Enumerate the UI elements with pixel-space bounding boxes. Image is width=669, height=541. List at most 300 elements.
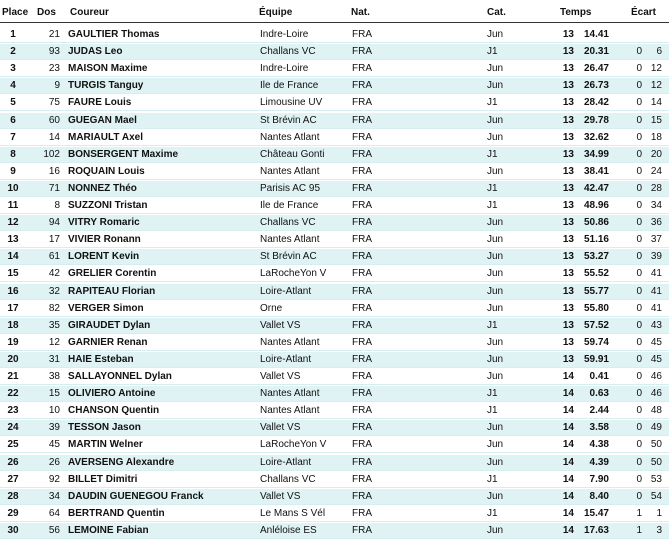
cell-place: 17 — [7, 302, 19, 314]
cell-time-seconds: 26.47 — [583, 63, 609, 75]
cell-nat: FRA — [352, 524, 372, 536]
cell-place: 24 — [7, 422, 19, 434]
cell-team: Château Gonti — [260, 148, 325, 160]
cell-cat: J1 — [487, 46, 498, 58]
cell-time-hours: 13 — [562, 268, 574, 280]
cell-dos: 71 — [48, 182, 60, 194]
cell-cat: Jun — [487, 439, 504, 451]
cell-gap-seconds: 34 — [650, 200, 662, 211]
cell-place: 8 — [10, 148, 16, 160]
cell-cat: Jun — [487, 524, 504, 536]
table-row — [0, 113, 669, 129]
table-row — [0, 352, 669, 368]
header-nat: Nat. — [351, 7, 370, 18]
cell-time-seconds: 14.41 — [583, 29, 609, 40]
cell-place: 5 — [10, 97, 16, 109]
table-row — [0, 318, 669, 334]
cell-dos: 35 — [48, 319, 60, 331]
cell-gap-seconds: 20 — [650, 148, 662, 160]
cell-time-hours: 13 — [562, 217, 574, 229]
cell-gap-minutes: 1 — [636, 507, 642, 519]
cell-dos: 15 — [48, 388, 60, 400]
cell-team: Challans VC — [260, 46, 316, 58]
cell-cat: J1 — [487, 319, 498, 331]
cell-nat: FRA — [352, 46, 372, 58]
cell-dos: 14 — [48, 131, 60, 143]
cell-place: 9 — [10, 165, 16, 177]
cell-cat: Jun — [487, 131, 504, 143]
cell-time-hours: 14 — [562, 388, 574, 400]
cell-dos: 8 — [54, 200, 60, 211]
cell-time-hours: 13 — [562, 97, 574, 109]
cell-time-seconds: 17.63 — [583, 524, 609, 536]
cell-dos: 93 — [48, 46, 60, 58]
cell-rider: LORENT Kevin — [68, 251, 140, 263]
cell-team: Vallet VS — [260, 422, 301, 434]
cell-gap-seconds: 28 — [650, 182, 662, 194]
cell-time-seconds: 26.73 — [583, 80, 609, 92]
cell-gap-seconds: 39 — [650, 251, 662, 263]
cell-time-seconds: 4.38 — [589, 439, 609, 451]
table-row — [0, 147, 669, 163]
cell-time-hours: 14 — [562, 473, 574, 485]
cell-gap-minutes: 0 — [636, 46, 642, 58]
cell-gap-minutes: 0 — [636, 456, 642, 468]
cell-time-hours: 13 — [562, 148, 574, 160]
cell-gap-minutes: 0 — [636, 268, 642, 280]
cell-nat: FRA — [352, 490, 372, 502]
cell-time-hours: 14 — [562, 524, 574, 536]
cell-time-seconds: 48.96 — [583, 200, 609, 211]
cell-place: 25 — [7, 439, 19, 451]
cell-place: 6 — [10, 114, 16, 126]
cell-rider: TESSON Jason — [68, 422, 141, 434]
cell-rider: TURGIS Tanguy — [68, 80, 144, 92]
cell-place: 20 — [7, 353, 19, 365]
table-row — [0, 78, 669, 94]
cell-place: 23 — [7, 405, 19, 417]
cell-gap-seconds: 54 — [650, 490, 662, 502]
table-row — [0, 437, 669, 453]
cell-team: Loire-Atlant — [260, 456, 312, 468]
cell-dos: 16 — [48, 165, 60, 177]
table-row — [0, 455, 669, 471]
table-row — [0, 164, 669, 180]
cell-time-seconds: 42.47 — [583, 182, 609, 194]
cell-gap-seconds: 46 — [650, 371, 662, 382]
cell-time-hours: 13 — [562, 353, 574, 365]
cell-cat: J1 — [487, 182, 498, 194]
cell-gap-seconds: 14 — [650, 97, 662, 109]
cell-cat: J1 — [487, 97, 498, 109]
cell-gap-minutes: 0 — [636, 63, 642, 75]
cell-place: 3 — [10, 63, 16, 75]
table-row — [0, 403, 669, 419]
cell-nat: FRA — [352, 388, 372, 400]
cell-place: 29 — [7, 507, 19, 519]
cell-rider: MARTIN Welner — [68, 439, 143, 451]
cell-time-seconds: 8.40 — [589, 490, 609, 502]
cell-gap-minutes: 0 — [636, 422, 642, 434]
header-ecart: Écart — [631, 7, 657, 18]
cell-gap-minutes: 0 — [636, 114, 642, 126]
cell-team: Nantes Atlant — [260, 131, 320, 143]
cell-dos: 26 — [48, 456, 60, 468]
cell-dos: 75 — [48, 97, 60, 109]
cell-cat: Jun — [487, 490, 504, 502]
cell-rider: BILLET Dimitri — [68, 473, 138, 485]
cell-dos: 34 — [48, 490, 60, 502]
cell-dos: 17 — [48, 234, 60, 246]
cell-team: Nantes Atlant — [260, 165, 320, 177]
cell-time-seconds: 51.16 — [583, 234, 609, 246]
cell-place: 18 — [7, 319, 19, 331]
cell-team: Challans VC — [260, 473, 316, 485]
table-row — [0, 301, 669, 317]
cell-place: 15 — [7, 268, 19, 280]
cell-gap-minutes: 0 — [636, 182, 642, 194]
cell-team: Challans VC — [260, 217, 316, 229]
cell-time-seconds: 3.58 — [589, 422, 609, 434]
cell-time-seconds: 55.52 — [583, 268, 609, 280]
cell-place: 30 — [7, 524, 19, 536]
cell-cat: J1 — [487, 200, 498, 211]
cell-time-seconds: 32.62 — [583, 131, 609, 143]
cell-team: Nantes Atlant — [260, 405, 320, 417]
table-row — [0, 266, 669, 282]
cell-gap-seconds: 24 — [650, 165, 662, 177]
cell-time-seconds: 59.74 — [583, 336, 609, 348]
cell-gap-minutes: 0 — [636, 97, 642, 109]
cell-place: 28 — [7, 490, 19, 502]
cell-gap-minutes: 0 — [636, 148, 642, 160]
table-row — [0, 249, 669, 265]
cell-team: Ile de France — [260, 80, 319, 92]
cell-rider: SUZZONI Tristan — [68, 200, 148, 211]
table-row — [0, 386, 669, 402]
cell-nat: FRA — [352, 302, 372, 314]
cell-nat: FRA — [352, 97, 372, 109]
cell-dos: 9 — [54, 80, 60, 92]
cell-cat: Jun — [487, 456, 504, 468]
cell-rider: AVERSENG Alexandre — [68, 456, 175, 468]
cell-time-hours: 13 — [562, 165, 574, 177]
cell-place: 4 — [10, 80, 16, 92]
cell-gap-minutes: 0 — [636, 388, 642, 400]
cell-time-seconds: 20.31 — [583, 46, 609, 58]
cell-rider: BERTRAND Quentin — [68, 507, 165, 519]
cell-gap-seconds: 1 — [656, 507, 662, 519]
cell-time-hours: 13 — [562, 336, 574, 348]
cell-place: 14 — [7, 251, 19, 263]
cell-nat: FRA — [352, 165, 372, 177]
cell-dos: 61 — [48, 251, 60, 263]
cell-gap-minutes: 0 — [636, 285, 642, 297]
cell-rider: VERGER Simon — [68, 302, 144, 314]
cell-gap-minutes: 0 — [636, 490, 642, 502]
cell-time-seconds: 28.42 — [583, 97, 609, 109]
cell-nat: FRA — [352, 473, 372, 485]
cell-team: Limousine UV — [260, 97, 323, 109]
cell-time-hours: 13 — [562, 114, 574, 126]
cell-cat: J1 — [487, 388, 498, 400]
table-row — [0, 489, 669, 505]
cell-cat: Jun — [487, 353, 504, 365]
cell-dos: 102 — [43, 148, 60, 160]
cell-gap-minutes: 0 — [636, 405, 642, 417]
cell-dos: 92 — [48, 473, 60, 485]
cell-rider: CHANSON Quentin — [68, 405, 160, 417]
cell-place: 21 — [7, 371, 19, 382]
cell-cat: Jun — [487, 63, 504, 75]
cell-team: Indre-Loire — [260, 63, 309, 75]
cell-time-hours: 13 — [562, 131, 574, 143]
cell-rider: LEMOINE Fabian — [68, 524, 149, 536]
cell-gap-minutes: 0 — [636, 234, 642, 246]
cell-team: Indre-Loire — [260, 29, 309, 40]
cell-gap-seconds: 50 — [650, 456, 662, 468]
cell-team: Vallet VS — [260, 319, 301, 331]
cell-gap-seconds: 50 — [650, 439, 662, 451]
table-row — [0, 95, 669, 111]
cell-time-hours: 13 — [562, 29, 574, 40]
cell-gap-seconds: 12 — [650, 80, 662, 92]
cell-nat: FRA — [352, 405, 372, 417]
cell-rider: HAIE Esteban — [68, 353, 134, 365]
cell-place: 1 — [10, 29, 16, 40]
cell-team: Anléloise ES — [260, 524, 317, 536]
cell-cat: Jun — [487, 29, 504, 40]
cell-time-seconds: 29.78 — [583, 114, 609, 126]
cell-nat: FRA — [352, 148, 372, 160]
cell-gap-minutes: 0 — [636, 353, 642, 365]
table-row — [0, 198, 669, 214]
cell-nat: FRA — [352, 114, 372, 126]
cell-cat: J1 — [487, 148, 498, 160]
cell-nat: FRA — [352, 336, 372, 348]
cell-gap-seconds: 36 — [650, 217, 662, 229]
table-row — [0, 181, 669, 197]
cell-gap-seconds: 6 — [656, 46, 662, 58]
table-row — [0, 44, 669, 60]
cell-cat: Jun — [487, 336, 504, 348]
cell-rider: MAISON Maxime — [68, 63, 148, 75]
cell-gap-seconds: 49 — [650, 422, 662, 434]
cell-dos: 45 — [48, 439, 60, 451]
table-row — [0, 506, 669, 522]
table-row — [0, 232, 669, 248]
cell-rider: MARIAULT Axel — [68, 131, 143, 143]
cell-time-hours: 13 — [562, 200, 574, 211]
cell-nat: FRA — [352, 507, 372, 519]
cell-team: Nantes Atlant — [260, 336, 320, 348]
cell-time-hours: 14 — [562, 490, 574, 502]
cell-gap-minutes: 0 — [636, 319, 642, 331]
cell-gap-minutes: 0 — [636, 302, 642, 314]
cell-team: Orne — [260, 302, 283, 314]
cell-rider: GAULTIER Thomas — [68, 29, 160, 40]
cell-gap-seconds: 48 — [650, 405, 662, 417]
cell-time-hours: 13 — [562, 46, 574, 58]
cell-time-seconds: 59.91 — [583, 353, 609, 365]
cell-team: Loire-Atlant — [260, 353, 312, 365]
cell-time-seconds: 7.90 — [589, 473, 609, 485]
cell-dos: 60 — [48, 114, 60, 126]
cell-cat: Jun — [487, 234, 504, 246]
cell-gap-seconds: 3 — [656, 524, 662, 536]
cell-cat: Jun — [487, 268, 504, 280]
cell-place: 26 — [7, 456, 19, 468]
cell-dos: 38 — [48, 371, 60, 382]
cell-dos: 23 — [48, 63, 60, 75]
cell-nat: FRA — [352, 251, 372, 263]
header-place: Place — [2, 7, 29, 18]
header-dos: Dos — [37, 7, 56, 18]
cell-rider: GIRAUDET Dylan — [68, 319, 151, 331]
cell-rider: SALLAYONNEL Dylan — [68, 371, 172, 382]
cell-gap-minutes: 0 — [636, 439, 642, 451]
header-coureur: Coureur — [70, 7, 109, 18]
cell-nat: FRA — [352, 131, 372, 143]
cell-place: 7 — [10, 131, 16, 143]
cell-dos: 82 — [48, 302, 60, 314]
cell-time-seconds: 55.77 — [583, 285, 609, 297]
cell-nat: FRA — [352, 371, 372, 382]
cell-team: Vallet VS — [260, 371, 301, 382]
cell-team: Loire-Atlant — [260, 285, 312, 297]
cell-dos: 31 — [48, 353, 60, 365]
table-row — [0, 472, 669, 488]
header-temps: Temps — [560, 7, 592, 18]
cell-gap-seconds: 53 — [650, 473, 662, 485]
cell-place: 22 — [7, 388, 19, 400]
cell-time-seconds: 53.27 — [583, 251, 609, 263]
table-row — [0, 215, 669, 231]
table-row — [0, 335, 669, 351]
cell-dos: 32 — [48, 285, 60, 297]
cell-rider: RAPITEAU Florian — [68, 285, 156, 297]
cell-rider: GRELIER Corentin — [68, 268, 157, 280]
cell-place: 2 — [10, 46, 16, 58]
table-row — [0, 130, 669, 146]
cell-time-hours: 13 — [562, 302, 574, 314]
cell-rider: OLIVIERO Antoine — [68, 388, 156, 400]
cell-cat: Jun — [487, 251, 504, 263]
cell-nat: FRA — [352, 63, 372, 75]
cell-place: 19 — [7, 336, 19, 348]
cell-cat: Jun — [487, 422, 504, 434]
cell-dos: 64 — [48, 507, 60, 519]
cell-gap-minutes: 0 — [636, 217, 642, 229]
cell-time-hours: 14 — [562, 371, 574, 382]
cell-cat: Jun — [487, 114, 504, 126]
cell-nat: FRA — [352, 456, 372, 468]
cell-place: 12 — [7, 217, 19, 229]
cell-cat: Jun — [487, 80, 504, 92]
cell-gap-minutes: 0 — [636, 131, 642, 143]
cell-team: LaRocheYon V — [260, 268, 327, 280]
cell-time-seconds: 50.86 — [583, 217, 609, 229]
cell-team: Ile de France — [260, 200, 319, 211]
cell-rider: VITRY Romaric — [68, 217, 140, 229]
cell-cat: Jun — [487, 165, 504, 177]
cell-time-seconds: 57.52 — [583, 319, 609, 331]
table-row — [0, 61, 669, 77]
cell-team: St Brévin AC — [260, 114, 317, 126]
cell-time-hours: 14 — [562, 422, 574, 434]
cell-gap-seconds: 37 — [650, 234, 662, 246]
cell-dos: 10 — [48, 405, 60, 417]
cell-team: LaRocheYon V — [260, 439, 327, 451]
cell-rider: BONSERGENT Maxime — [68, 148, 179, 160]
cell-gap-seconds: 18 — [650, 131, 662, 143]
cell-rider: ROQUAIN Louis — [68, 165, 145, 177]
cell-gap-minutes: 0 — [636, 200, 642, 211]
cell-time-hours: 14 — [562, 439, 574, 451]
cell-nat: FRA — [352, 439, 372, 451]
cell-time-seconds: 55.80 — [583, 302, 609, 314]
cell-rider: FAURE Louis — [68, 97, 132, 109]
cell-time-hours: 13 — [562, 182, 574, 194]
cell-cat: J1 — [487, 405, 498, 417]
table-row — [0, 523, 669, 539]
table-row — [0, 369, 669, 385]
cell-time-seconds: 0.63 — [589, 388, 609, 400]
cell-time-hours: 13 — [562, 80, 574, 92]
table-row — [0, 284, 669, 300]
cell-time-hours: 13 — [562, 234, 574, 246]
cell-rider: DAUDIN GUENEGOU Franck — [68, 490, 204, 502]
cell-cat: Jun — [487, 285, 504, 297]
cell-nat: FRA — [352, 217, 372, 229]
cell-gap-minutes: 0 — [636, 473, 642, 485]
cell-dos: 56 — [48, 524, 60, 536]
cell-nat: FRA — [352, 268, 372, 280]
cell-team: Parisis AC 95 — [260, 182, 321, 194]
cell-cat: Jun — [487, 302, 504, 314]
cell-gap-minutes: 0 — [636, 251, 642, 263]
cell-place: 27 — [7, 473, 19, 485]
cell-cat: J1 — [487, 507, 498, 519]
cell-gap-seconds: 12 — [650, 63, 662, 75]
cell-gap-minutes: 0 — [636, 371, 642, 382]
cell-team: Nantes Atlant — [260, 234, 320, 246]
cell-gap-minutes: 0 — [636, 165, 642, 177]
cell-dos: 39 — [48, 422, 60, 434]
cell-nat: FRA — [352, 29, 372, 40]
cell-nat: FRA — [352, 422, 372, 434]
cell-dos: 12 — [48, 336, 60, 348]
cell-cat: Jun — [487, 371, 504, 382]
cell-rider: GARNIER Renan — [68, 336, 148, 348]
cell-time-hours: 14 — [562, 456, 574, 468]
cell-team: Vallet VS — [260, 490, 301, 502]
cell-nat: FRA — [352, 182, 372, 194]
cell-time-hours: 14 — [562, 507, 574, 519]
cell-gap-minutes: 0 — [636, 336, 642, 348]
cell-gap-minutes: 1 — [636, 524, 642, 536]
cell-nat: FRA — [352, 234, 372, 246]
cell-nat: FRA — [352, 200, 372, 211]
cell-time-hours: 13 — [562, 63, 574, 75]
cell-rider: NONNEZ Théo — [68, 182, 137, 194]
cell-dos: 21 — [48, 29, 60, 40]
cell-dos: 42 — [48, 268, 60, 280]
cell-gap-seconds: 45 — [650, 336, 662, 348]
cell-gap-seconds: 15 — [650, 114, 662, 126]
cell-gap-seconds: 41 — [650, 302, 662, 314]
cell-time-hours: 13 — [562, 319, 574, 331]
